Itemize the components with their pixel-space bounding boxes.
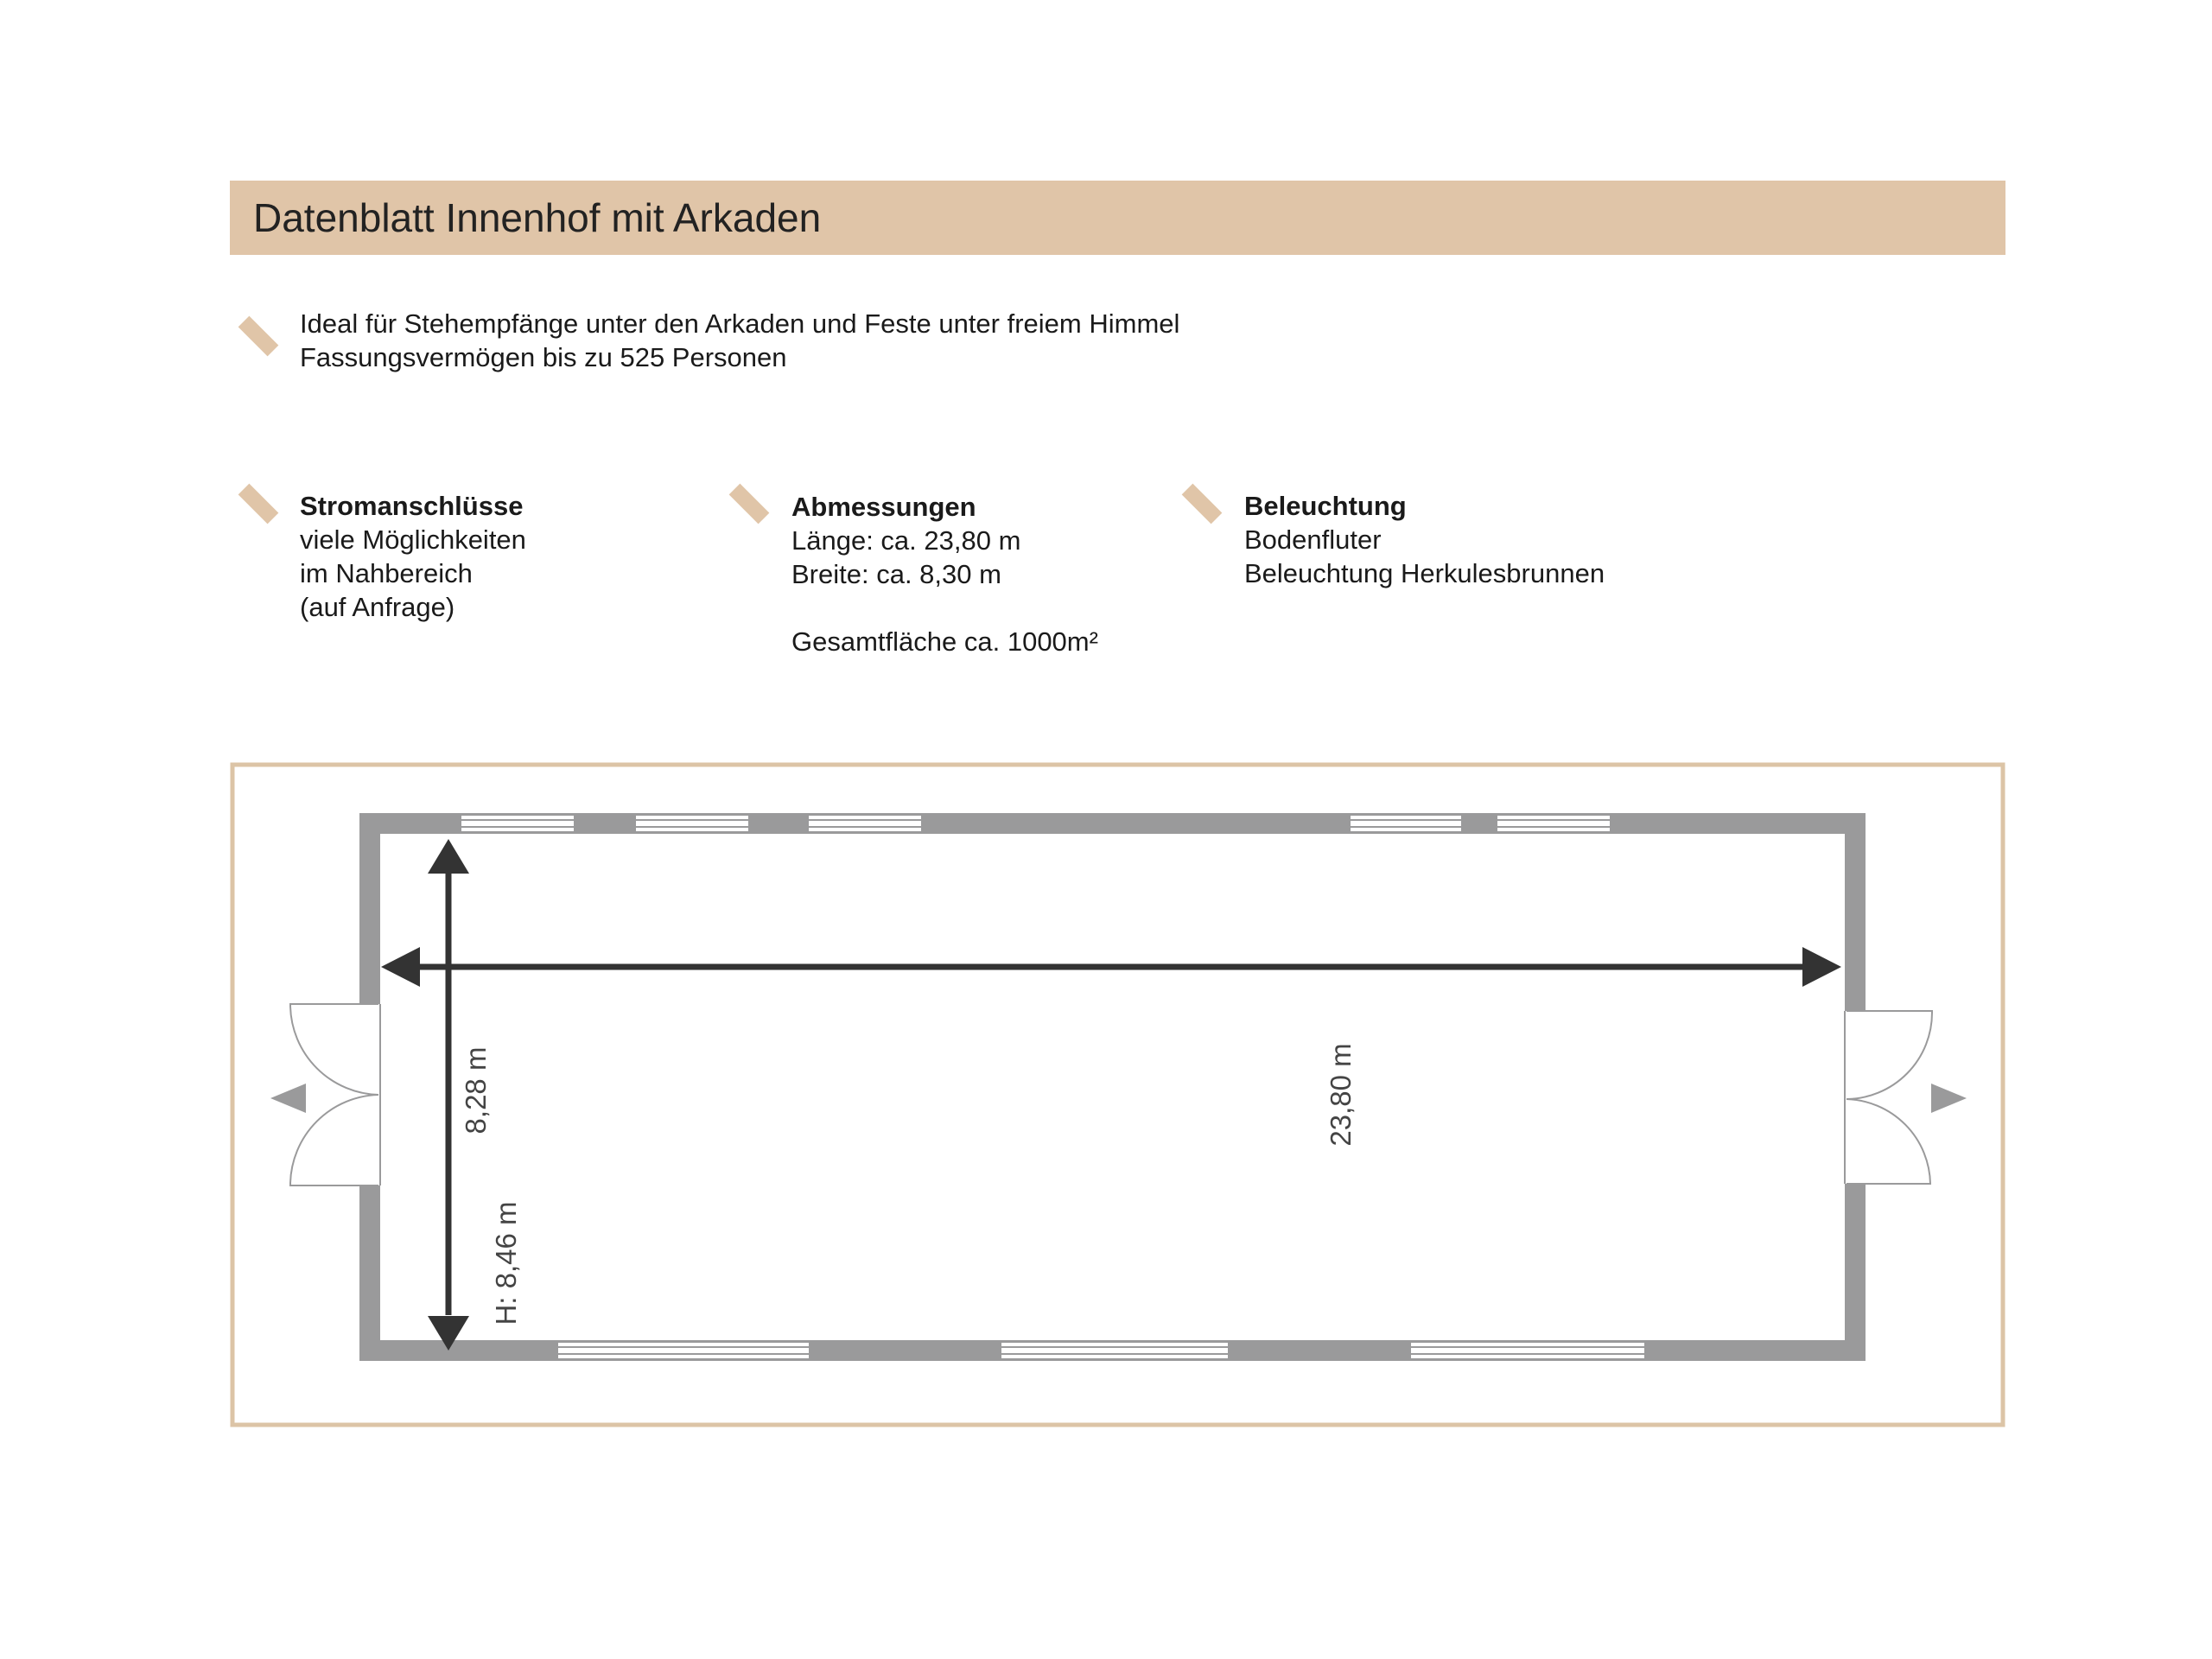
- accent-marker-icon: [238, 484, 279, 524]
- lighting-section: [1244, 489, 1605, 590]
- window-bottom-2: [1001, 1343, 1228, 1358]
- intro-line-1: Ideal für Stehempfänge unter den Arkaden und Feste unter freiem Himmel: [300, 308, 1180, 339]
- accent-marker-icon: [1182, 484, 1223, 524]
- length-label: 23,80 m: [1325, 1043, 1357, 1147]
- window-top-1: [461, 816, 574, 831]
- power-section: [300, 489, 526, 624]
- page-title: Datenblatt Innenhof mit Arkaden: [253, 195, 822, 240]
- power-line: (auf Anfrage): [300, 592, 455, 622]
- window-bottom-1: [558, 1343, 809, 1358]
- dimensions-line: Gesamtfläche ca. 1000m²: [791, 626, 1098, 657]
- accent-marker-icon: [729, 484, 770, 524]
- power-line: im Nahbereich: [300, 558, 473, 588]
- power-line: viele Möglichkeiten: [300, 524, 526, 555]
- height-label: H: 8,46 m: [490, 1201, 522, 1325]
- dimensions-heading: Abmessungen: [791, 492, 976, 522]
- window-bottom-3: [1411, 1343, 1644, 1358]
- window-top-5: [1497, 816, 1610, 831]
- accent-marker-icon: [238, 316, 279, 357]
- window-top-2: [636, 816, 748, 831]
- lighting-line: Beleuchtung Herkulesbrunnen: [1244, 558, 1605, 588]
- lighting-heading: Beleuchtung: [1244, 491, 1407, 521]
- lighting-line: Bodenfluter: [1244, 524, 1382, 555]
- dimensions-line: Länge: ca. 23,80 m: [791, 525, 1021, 556]
- dimensions-line: Breite: ca. 8,30 m: [791, 559, 1001, 589]
- power-heading: Stromanschlüsse: [300, 491, 524, 521]
- title-bar: [230, 181, 2005, 255]
- width-label: 8,28 m: [460, 1046, 492, 1135]
- floor-plan: [230, 762, 2005, 1427]
- window-top-4: [1351, 816, 1461, 831]
- dimensions-section: [791, 490, 1098, 658]
- window-top-3: [809, 816, 921, 831]
- intro-line-2: Fassungsvermögen bis zu 525 Personen: [300, 342, 787, 372]
